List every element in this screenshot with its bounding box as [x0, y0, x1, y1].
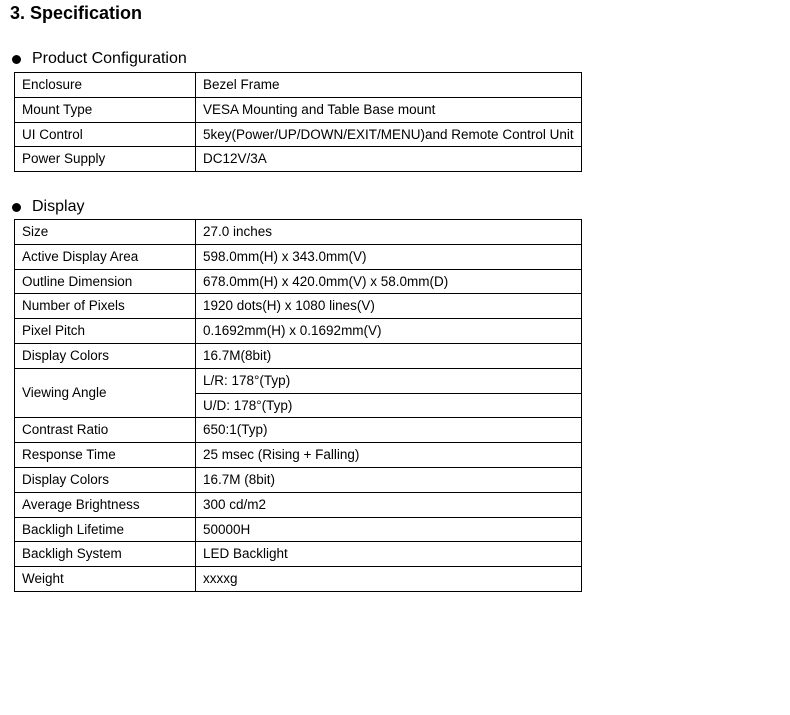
bullet-icon — [12, 55, 21, 64]
table-row — [15, 73, 582, 98]
spec-value: 598.0mm(H) x 343.0mm(V) — [196, 244, 582, 269]
spec-label: Average Brightness — [15, 492, 196, 517]
table-row — [15, 368, 582, 393]
spec-label: Display Colors — [15, 467, 196, 492]
spec-label: Contrast Ratio — [15, 418, 196, 443]
spec-label: Viewing Angle — [15, 368, 196, 418]
table-row — [15, 542, 582, 567]
spec-label: Backligh Lifetime — [15, 517, 196, 542]
spec-value: 50000H — [196, 517, 582, 542]
spec-value: DC12V/3A — [196, 147, 582, 172]
spec-value: 650:1(Typ) — [196, 418, 582, 443]
spec-value: 27.0 inches — [196, 220, 582, 245]
display-table — [14, 219, 582, 592]
table-row — [15, 147, 582, 172]
spec-value: 5key(Power/UP/DOWN/EXIT/MENU)and Remote Control Unit — [196, 122, 582, 147]
table-row — [15, 319, 582, 344]
spec-value: xxxxg — [196, 567, 582, 592]
table-row — [15, 517, 582, 542]
table-row — [15, 220, 582, 245]
section-heading-label: Product Configuration — [32, 50, 187, 67]
spec-label: Backligh System — [15, 542, 196, 567]
spec-label: Response Time — [15, 443, 196, 468]
spec-value: 25 msec (Rising + Falling) — [196, 443, 582, 468]
table-row — [15, 443, 582, 468]
document-title: 3. Specification — [10, 3, 143, 23]
table-row — [15, 244, 582, 269]
table-row — [15, 269, 582, 294]
spec-value: 0.1692mm(H) x 0.1692mm(V) — [196, 319, 582, 344]
spec-value: U/D: 178°(Typ) — [196, 393, 582, 418]
table-row — [15, 467, 582, 492]
spec-value: 16.7M(8bit) — [196, 343, 582, 368]
spec-label: Outline Dimension — [15, 269, 196, 294]
spec-label: Pixel Pitch — [15, 319, 196, 344]
spec-value: VESA Mounting and Table Base mount — [196, 97, 582, 122]
spec-value: 300 cd/m2 — [196, 492, 582, 517]
spec-value: 678.0mm(H) x 420.0mm(V) x 58.0mm(D) — [196, 269, 582, 294]
product-configuration-table — [14, 72, 582, 172]
table-row — [15, 418, 582, 443]
spec-value: Bezel Frame — [196, 73, 582, 98]
spec-label: Mount Type — [15, 97, 196, 122]
spec-value: 16.7M (8bit) — [196, 467, 582, 492]
table-row — [15, 122, 582, 147]
spec-label: Size — [15, 220, 196, 245]
spec-value: LED Backlight — [196, 542, 582, 567]
table-row — [15, 567, 582, 592]
spec-label: UI Control — [15, 122, 196, 147]
table-row — [15, 97, 582, 122]
table-row — [15, 294, 582, 319]
table-row — [15, 343, 582, 368]
section-heading-display — [12, 198, 84, 216]
spec-label: Display Colors — [15, 343, 196, 368]
section-heading-label: Display — [32, 198, 85, 215]
spec-label: Enclosure — [15, 73, 196, 98]
bullet-icon — [12, 203, 21, 212]
spec-value: L/R: 178°(Typ) — [196, 368, 582, 393]
spec-label: Weight — [15, 567, 196, 592]
spec-label: Power Supply — [15, 147, 196, 172]
spec-label: Number of Pixels — [15, 294, 196, 319]
table-row — [15, 492, 582, 517]
spec-label: Active Display Area — [15, 244, 196, 269]
spec-value: 1920 dots(H) x 1080 lines(V) — [196, 294, 582, 319]
section-heading-product-configuration — [12, 50, 187, 68]
